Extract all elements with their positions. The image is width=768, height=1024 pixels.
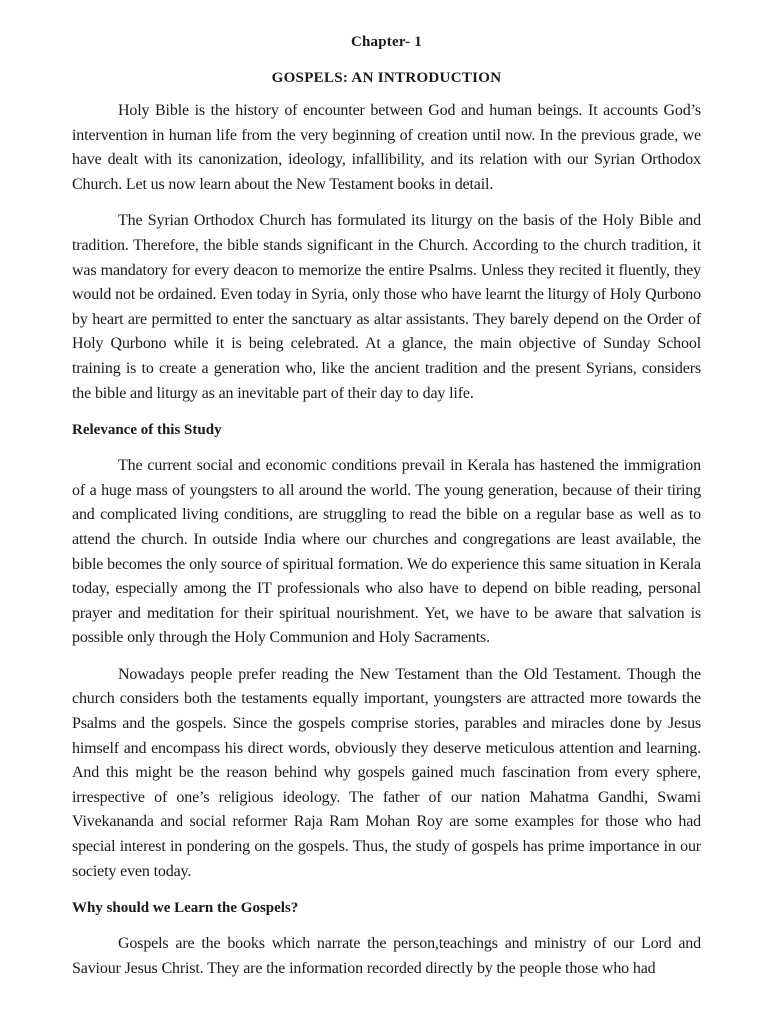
relevance-paragraph-2: Nowadays people prefer reading the New Testament than the Old Testament. Though the church considers both the testaments equally important, youngsters are attracted more towards the Psalms and the gospels. Since the gospels comprise stories, parables and miracles done by Jesus himself and encompass his direct words, obviously they deserve meticulous attention and learning. And this might be the reason behind why gospels gained much fascination from every sphere, irrespective of one’s religious ideology. The father of our nation Mahatma Gandhi, Swami Vivekananda and social reformer Raja Ram Mohan Roy are some examples for those who had special interest in pondering on the gospels. Thus, the study of gospels has prime importance in our society even today.	[72, 665, 701, 880]
chapter-label: Chapter- 1	[350, 34, 423, 50]
document-page	[72, 30, 701, 981]
why-learn-paragraph-1: Gospels are the books which narrate the person,teachings and ministry of our Lord and Saviour Jesus Christ. They are the information recorded directly by the people those who had	[72, 935, 701, 977]
intro-paragraph-1: Holy Bible is the history of encounter between God and human beings. It accounts God’s intervention in human life from the very beginning of creation until now. In the previous grade, we have dealt with its canonization, ideology, infallibility, and its relation with our Syrian Orthodox Church. Let us now learn about the New Testament books in detail.	[72, 102, 701, 193]
section-heading-why-learn: Why should we Learn the Gospels?	[72, 900, 299, 917]
section-heading-relevance: Relevance of this Study	[72, 422, 222, 439]
chapter-title: GOSPELS: AN INTRODUCTION	[271, 70, 502, 86]
intro-paragraph-2: The Syrian Orthodox Church has formulated its liturgy on the basis of the Holy Bible and tradition. Therefore, the bible stands significant in the Church. According to the church tradition, it was mandatory for every deacon to memorize the entire Psalms. Unless they recited it fluently, they would not be ordained. Even today in Syria, only those who have learnt the liturgy of Holy Qurbono by heart are permitted to enter the sanctuary as altar assistants. They barely depend on the Order of Holy Qurbono while it is being celebrated. At a glance, the main objective of Sunday School training is to create a generation who, like the ancient tradition and the present Syrians, considers the bible and liturgy as an inevitable part of their day to day life.	[72, 212, 701, 402]
relevance-paragraph-1: The current social and economic conditions prevail in Kerala has hastened the immigration of a huge mass of youngsters to all around the world. The young generation, because of their tiring and complicated living conditions, are struggling to read the bible on a regular base as well as to attend the church. In outside India where our churches and congregations are least available, the bible becomes the only source of spiritual formation. We do experience this same situation in Kerala today, especially among the IT professionals who also have to depend on bible reading, personal prayer and meditation for their spiritual nourishment. Yet, we have to be aware that salvation is possible only through the Holy Communion and Holy Sacraments.	[72, 457, 701, 647]
